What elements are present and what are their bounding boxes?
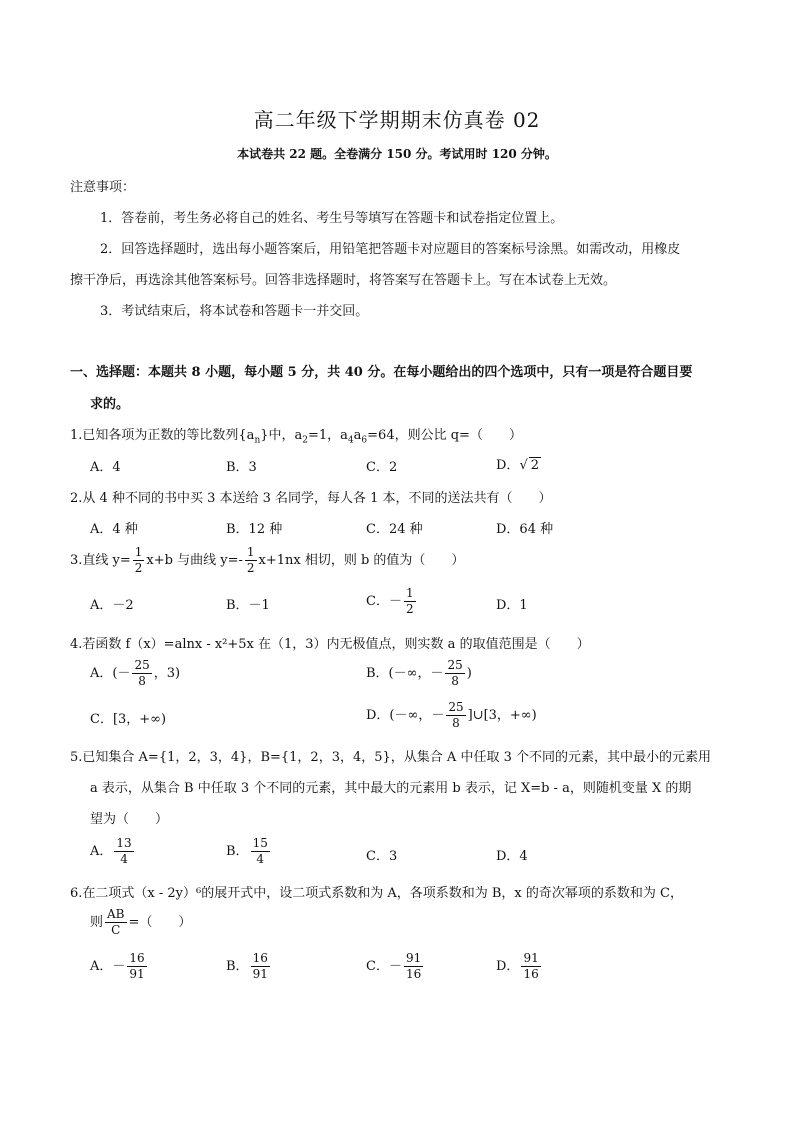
question-4: 4.若函数 f（x）=alnx - x²+5x 在（1，3）内无极值点，则实数 a 的取值范围是（ ） (70, 637, 590, 652)
q6-option-c: C．－ $\frac{91}{16}$ (366, 951, 422, 981)
question-5-cont: a 表示，从集合 B 中任取 3 个不同的元素，其中最大的元素用 b 表示，记 X=b - a，则随机变量 X 的期 (90, 781, 692, 796)
question-6-cont: 则 $\frac{AB}{C}$ =（ ） (90, 907, 192, 937)
question-5: 5.已知集合 A={1，2，3，4}，B={1，2，3，4，5}，从集合 A 中任取 3 个不同的元素，其中最小的元素用 (70, 750, 711, 765)
question-5-cont2: 望为（ ） (90, 812, 169, 827)
q1-option-a: A．4 (90, 460, 121, 475)
q1-option-c: C．2 (366, 460, 398, 475)
q4-option-b: B．(－∞，－ $\frac{25}{8}$ ) (366, 658, 472, 688)
question-1: 1.已知各项为正数的等比数列$\{a_n\}$中，$a_2=1$，$a_4a_6=64$，则公比 q=（ ） (70, 428, 522, 446)
notes-heading: 注意事项： (70, 180, 136, 195)
q4-option-d: D．(－∞，－ $\frac{25}{8}$ ]∪[3，+∞) (366, 700, 537, 730)
exam-info: 本试卷共 22 题。全卷满分 150 分。考试用时 120 分钟。 (237, 147, 557, 161)
q6-option-d: D． $\frac{91}{16}$ (496, 951, 539, 981)
note-3: 3．考试结束后，将本试卷和答题卡一并交回。 (100, 304, 369, 319)
note-2: 2．回答选择题时，选出每小题答案后，用铅笔把答题卡对应题目的答案标号涂黑。如需改动，用橡皮 (100, 242, 681, 257)
section-heading: 一、选择题：本题共 8 小题，每小题 5 分，共 40 分。在每小题给出的四个选项中，只有一项是符合题目要 (70, 365, 693, 380)
q3-option-c: C．－ $\frac{1}{2}$ (366, 586, 414, 616)
note-2-cont: 擦干净后，再选涂其他答案标号。回答非选择题时，将答案写在答题卡上。写在本试卷上无效。 (70, 273, 617, 288)
q3-option-b: B．－1 (226, 598, 270, 613)
q4-option-c: C．[3，+∞) (90, 712, 167, 727)
q5-option-a: A． $\frac{13}{4}$ (90, 836, 132, 866)
q6-option-a: A．－ $\frac{16}{91}$ (90, 951, 145, 981)
section-heading-cont: 求的。 (90, 397, 130, 412)
q3-option-a: A．－2 (90, 598, 134, 613)
question-3: 3.直线 y= $\frac{1}{2}$ x+b 与曲线 y=- $\frac{1}{2}$ x+1nx 相切，则 b 的值为（ ） (70, 545, 465, 575)
q5-option-c: C．3 (366, 849, 398, 864)
question-2: 2.从 4 种不同的书中买 3 本送给 3 名同学，每人各 1 本，不同的送法共有（ ） (70, 491, 552, 506)
q5-option-d: D．4 (496, 849, 528, 864)
q2-option-a: A．4 种 (90, 522, 138, 537)
q6-option-b: B． $\frac{16}{91}$ (226, 951, 268, 981)
note-1: 1．答卷前，考生务必将自己的姓名、考生号等填写在答题卡和试卷指定位置上。 (100, 211, 564, 226)
q1-option-d: D．√ 2 (496, 458, 540, 473)
q4-option-a: A．(－ $\frac{25}{8}$ ，3) (90, 658, 181, 688)
q5-option-b: B． $\frac{15}{4}$ (226, 836, 268, 866)
q1-option-b: B．3 (226, 460, 257, 475)
q2-option-b: B．12 种 (226, 522, 283, 537)
q2-option-d: D．64 种 (496, 522, 554, 537)
q2-option-c: C．24 种 (366, 522, 423, 537)
page-title: 高二年级下学期期末仿真卷 02 (253, 108, 541, 132)
question-6: 6.在二项式（x - 2y）⁶的展开式中，设二项式系数和为 A，各项系数和为 B，x 的奇次幂项的系数和为 C， (70, 886, 683, 901)
q3-option-d: D．1 (496, 598, 528, 613)
